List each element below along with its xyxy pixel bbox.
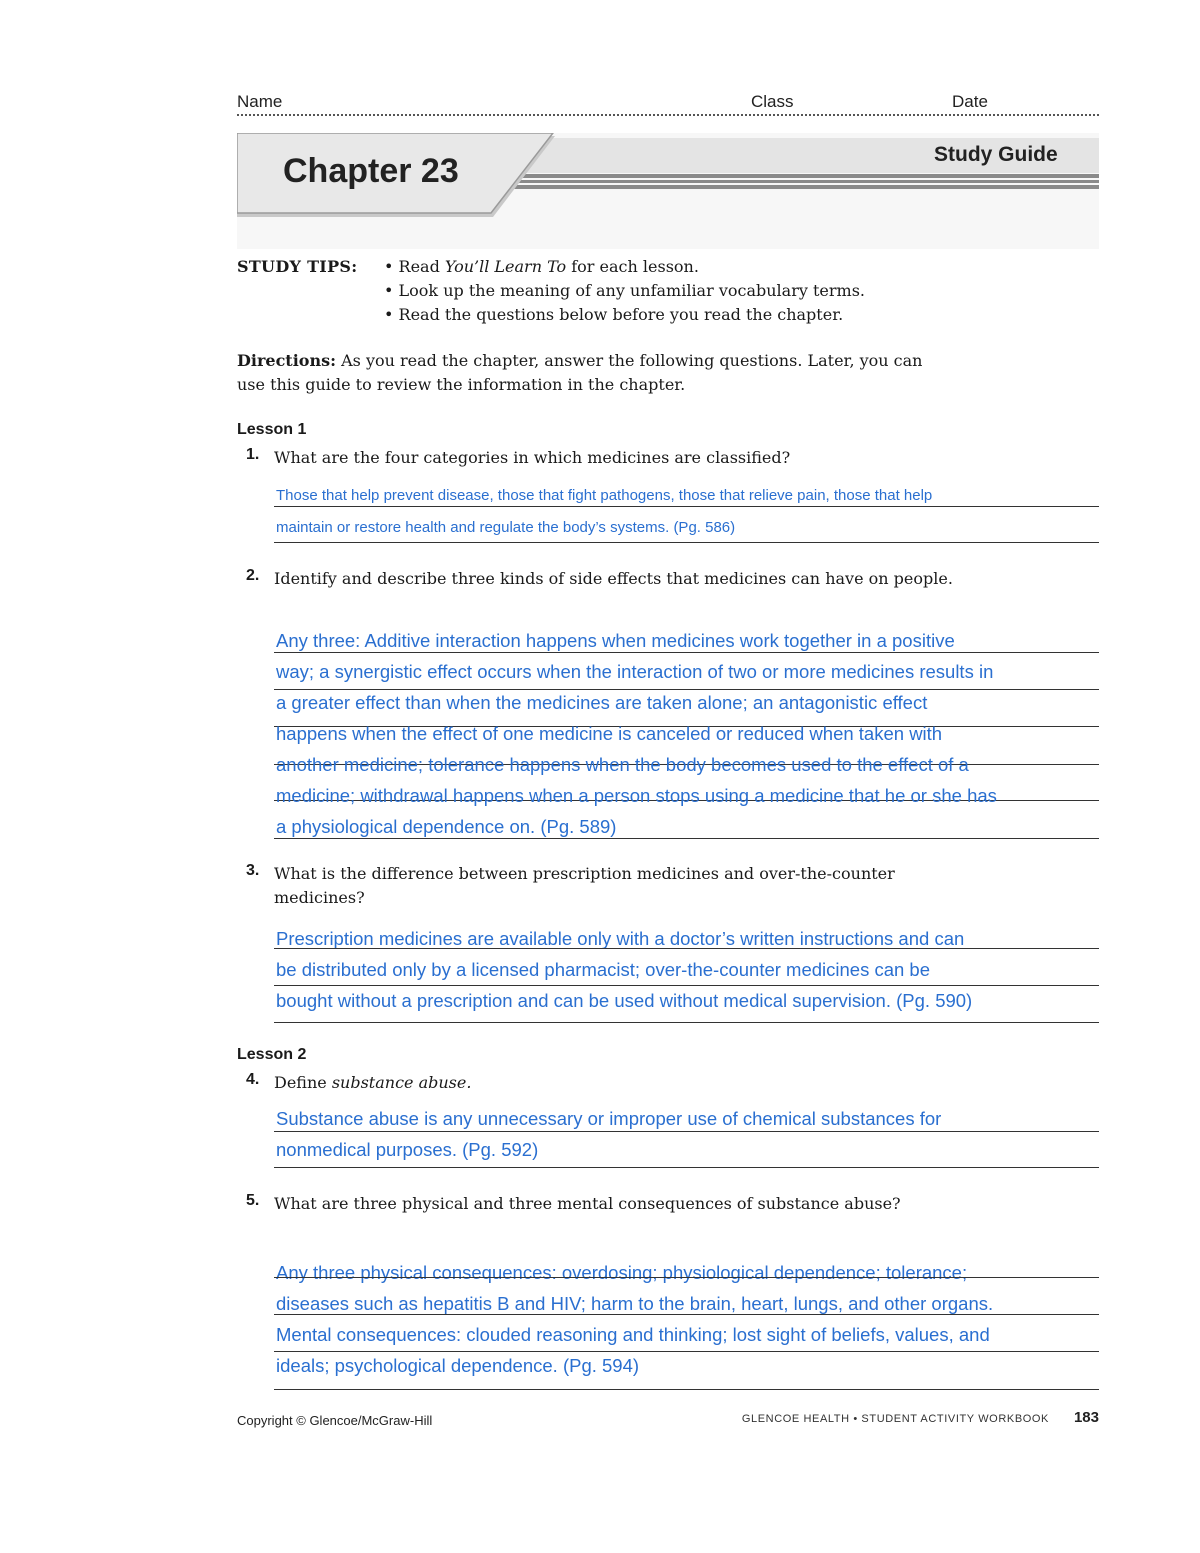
- study-guide-label: Study Guide: [934, 143, 1058, 166]
- answer-line: a greater effect than when the medicines are taken alone; an antagonistic effect: [276, 692, 928, 713]
- answer-line: Any three physical consequences: overdosing; physiological dependence; tolerance;: [276, 1262, 968, 1283]
- question-2-text: Identify and describe three kinds of side effects that medicines can have on people.: [274, 569, 953, 588]
- directions-label: Directions:: [237, 351, 336, 370]
- chapter-number: 23: [420, 152, 459, 190]
- answer-line: Prescription medicines are available only with a doctor’s written instructions and can: [276, 928, 965, 949]
- answer-rule: [274, 542, 1099, 543]
- answer-rule: [274, 838, 1099, 839]
- question-4-prefix: Define: [274, 1073, 332, 1092]
- answer-line: diseases such as hepatitis B and HIV; harm to the brain, heart, lungs, and other organs.: [276, 1293, 994, 1314]
- answer-line: way; a synergistic effect occurs when the interaction of two or more medicines results in: [276, 661, 994, 682]
- answer-line: maintain or restore health and regulate the body’s systems. (Pg. 586): [276, 519, 736, 536]
- class-label: Class: [751, 92, 794, 111]
- answer-line: Those that help prevent disease, those that fight pathogens, those that relieve pain, those that help: [276, 487, 933, 504]
- question-4-term: substance abuse.: [331, 1073, 472, 1092]
- answer-line: ideals; psychological dependence. (Pg. 594): [276, 1355, 640, 1376]
- answer-rule: [274, 1314, 1099, 1315]
- answer-line: Mental consequences: clouded reasoning and thinking; lost sight of beliefs, values, and: [276, 1324, 990, 1345]
- answer-rule: [274, 1351, 1099, 1352]
- chapter-title: [283, 152, 459, 191]
- question-number: 4.: [246, 1071, 260, 1088]
- answer-rule: [274, 1167, 1099, 1168]
- answer-line: Substance abuse is any unnecessary or improper use of chemical substances for: [276, 1108, 942, 1129]
- tip-text: for each lesson.: [566, 257, 699, 276]
- header-rule: [237, 114, 1099, 116]
- answer-line: a physiological dependence on. (Pg. 589): [276, 816, 617, 837]
- workbook-title: GLENCOE HEALTH • STUDENT ACTIVITY WORKBOOK: [741, 1413, 1049, 1425]
- tip-1: [384, 257, 699, 276]
- tip-text: • Read the questions below before you read the chapter.: [384, 305, 844, 324]
- lesson-2-heading: Lesson 2: [237, 1046, 307, 1063]
- answer-line: happens when the effect of one medicine is canceled or reduced when taken with: [276, 723, 943, 744]
- question-1-text: What are the four categories in which medicines are classified?: [274, 448, 791, 467]
- study-tips-label: STUDY TIPS:: [237, 257, 358, 276]
- question-3-text: What is the difference between prescription medicines and over-the-counter medicines?: [274, 864, 895, 907]
- answer-line: medicine; withdrawal happens when a person stops using a medicine that he or she has: [276, 785, 997, 806]
- question-number: 2.: [246, 567, 260, 584]
- answer-rule: [274, 1131, 1099, 1132]
- directions: [237, 349, 937, 397]
- question-number: 3.: [246, 862, 260, 879]
- answer-rule: [274, 689, 1099, 690]
- answer-line: be distributed only by a licensed pharmacist; over-the-counter medicines can be: [276, 959, 931, 980]
- tip-2: [384, 281, 865, 300]
- tip-emphasis: You’ll Learn To: [444, 257, 567, 276]
- answer-rule: [274, 1389, 1099, 1390]
- tip-text: • Read: [384, 257, 445, 276]
- answer-rule: [274, 1022, 1099, 1023]
- tip-text: • Look up the meaning of any unfamiliar vocabulary terms.: [384, 281, 865, 300]
- answer-rule: [274, 985, 1099, 986]
- question-4-text: [274, 1071, 974, 1095]
- lesson-1-heading: Lesson 1: [237, 421, 307, 438]
- question-5-text: What are three physical and three mental consequences of substance abuse?: [274, 1194, 901, 1213]
- answer-rule: [274, 948, 1099, 949]
- directions-text: As you read the chapter, answer the following questions. Later, you can use this guide to review the information in the chapter.: [237, 351, 923, 394]
- answer-line: Any three: Additive interaction happens when medicines work together in a positive: [276, 630, 955, 651]
- chapter-word: Chapter: [283, 152, 412, 190]
- question-number: 5.: [246, 1192, 260, 1209]
- page-number: 183: [1073, 1409, 1099, 1426]
- question-number: 1.: [246, 446, 260, 463]
- name-label: Name: [237, 92, 283, 111]
- answer-rule: [274, 652, 1099, 653]
- tip-3: [384, 305, 843, 324]
- answer-rule: [274, 1277, 1099, 1278]
- date-label: Date: [952, 92, 988, 111]
- answer-line: bought without a prescription and can be used without medical supervision. (Pg. 590): [276, 990, 973, 1011]
- answer-line: another medicine; tolerance happens when the body becomes used to the effect of a: [276, 754, 969, 775]
- answer-line: nonmedical purposes. (Pg. 592): [276, 1139, 539, 1160]
- answer-rule: [274, 506, 1099, 507]
- copyright: Copyright © Glencoe/McGraw-Hill: [237, 1413, 433, 1428]
